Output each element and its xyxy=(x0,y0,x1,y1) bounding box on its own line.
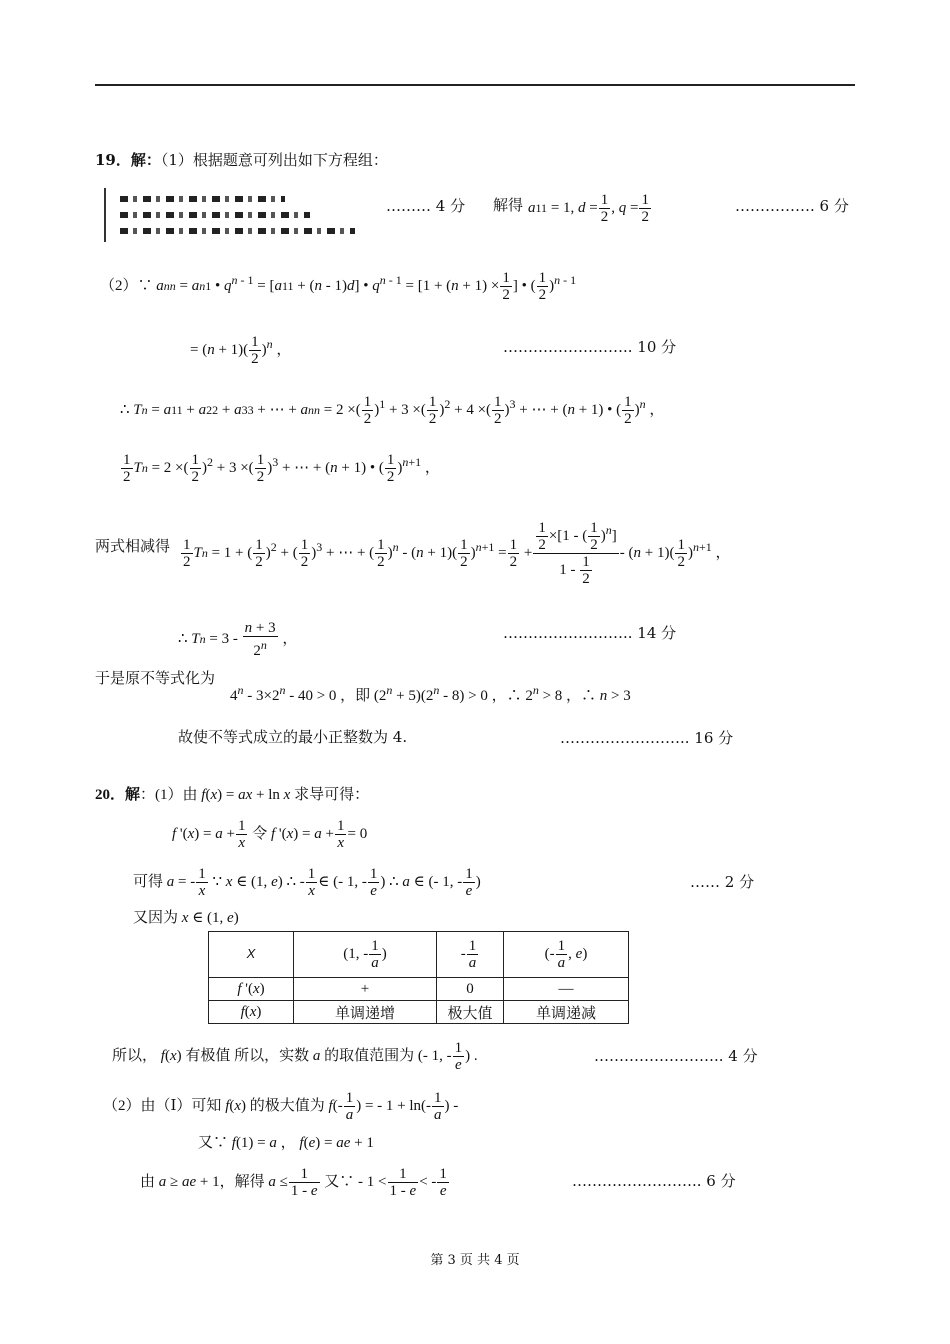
table-cell: (- $\frac{1}{a}$ , e) xyxy=(504,932,629,978)
table-cell: 0 xyxy=(437,978,504,1001)
score-4-marker: ……… 4 分 xyxy=(386,197,466,215)
inequality-formula: $4^n - 3\times 2^n - 40 > 0$ ，即 $(2^n + 5)(2^n - 8) > 0$ ，∴ $2^n > 8$ ，∴ n > 3 xyxy=(230,683,631,704)
subtract-label: 两式相减得 xyxy=(95,537,171,555)
table-cell: 单调递增 xyxy=(294,1001,437,1024)
also-line: 又因为 x ∈ (1, e) xyxy=(133,910,239,926)
deduce-line: 可得 a = - $\frac{1}{x}$ ∵ x ∈ (1, e) ∴ - $\frac{1}{x}$ ∈ (- 1, - $\frac{1}{e}$ ) ∴ a ∈ (- 1, - $\frac{1}{e}$ ) xyxy=(133,866,481,899)
subtract-formula: $\frac{1}{2}$ Tn = 1 + ( $\frac{1}{2}$ )$^2$ + ( $\frac{1}{2}$ )$^3$ + ⋯ + ( $\frac{1}{2}$ )$^n$ - (n + 1)( $\frac{1}{2}$ )$^{n+1}$ = $\frac{1}{2}$ + $\frac{1}{2}$ ×[1 - ( $\frac{1}{2}$ )$^n$] 1 - $\frac{1}{2}$ - (n + 1)( $\frac{1}{2}$ )$^{n+1}$ ， xyxy=(183,520,731,587)
problem-20-label: 20．解 xyxy=(95,787,141,803)
solved-label: 解得 xyxy=(493,196,524,214)
equation-row xyxy=(120,212,310,218)
tn-result: ∴ Tn = 3 - $\frac{n + 3}{2^n}$ ， xyxy=(178,620,298,659)
part-2-20: （2）由（Ⅰ）可知 f(x) 的极大值为 f(- $\frac{1}{a}$ ) = - 1 + ln(- $\frac{1}{a}$ ) - xyxy=(103,1090,459,1123)
header-rule xyxy=(95,84,855,86)
score-6-marker: ……………. 6 分 xyxy=(735,197,849,215)
table-cell: — xyxy=(504,978,629,1001)
score-10-marker: …………………….. 10 分 xyxy=(503,338,677,356)
solved-values: a11 = 1, d = $\frac{1}{2}$ , q = $\frac{1}{2}$ xyxy=(528,192,649,225)
also2-line: 又∵ f(1) = a ， f(e) = ae + 1 xyxy=(198,1135,374,1151)
conclusion-19: 故使不等式成立的最小正整数为 4. xyxy=(178,728,408,746)
table-cell: (1, - $\frac{1}{a}$ ) xyxy=(294,932,437,978)
half-tn-line: $\frac{1}{2}$ Tn = 2 ×( $\frac{1}{2}$ )$^2$ + 3 ×( $\frac{1}{2}$ )$^3$ + ⋯ + (n + 1) • ( $\frac{1}{2}$ )$^{n+1}$ ， xyxy=(123,452,440,486)
part-2-formula: （2）∵ ann = an1 • $q^{n - 1} = [a11 + (n - 1)d]$ • $q^{n - 1} = [1 + (n + 1)$ × $\frac{1}{2}$ ] • ( $\frac{1}{2}$ )$^{n - 1}$ xyxy=(100,270,577,304)
table-cell: f(x) xyxy=(209,1001,294,1024)
problem-20-heading: 20．解：(1）由 f(x) = ax + ln x 求导可得： xyxy=(95,787,370,803)
table-cell: - $\frac{1}{a}$ xyxy=(437,932,504,978)
part-2-simplified: = (n + 1)( $\frac{1}{2}$ )$^n$ ， xyxy=(190,334,292,368)
table-row xyxy=(209,978,629,1001)
equation-row xyxy=(120,196,285,202)
problem-19-intro: （1）根据题意可列出如下方程组： xyxy=(160,151,388,169)
equation-system-image xyxy=(104,188,356,242)
score-2-marker: …… 2 分 xyxy=(690,873,755,891)
page-footer: 第 3 页 共 4 页 xyxy=(430,1253,520,1268)
equation-row xyxy=(120,228,355,234)
problem-19-label: 19．解： xyxy=(95,151,161,169)
table-row xyxy=(209,1001,629,1024)
table-cell: f '(x) xyxy=(209,978,294,1001)
table-cell: X xyxy=(209,932,294,978)
monotonicity-table xyxy=(208,931,629,1024)
table-cell: + xyxy=(294,978,437,1001)
inequality-label: 于是原不等式化为 xyxy=(95,669,216,687)
score-4b-marker: …………………….. 4 分 xyxy=(594,1047,758,1065)
problem-19-heading xyxy=(95,150,388,170)
so-line: 所以， f(x) 有极值 所以，实数 a 的取值范围为 (- 1, - $\frac{1}{e}$ ) . xyxy=(112,1040,478,1073)
table-cell: 极大值 xyxy=(437,1001,504,1024)
score-16-marker: …………………….. 16 分 xyxy=(560,729,734,747)
score-6b-marker: …………………….. 6 分 xyxy=(572,1172,736,1190)
by-line: 由 a ≥ ae + 1，解得 a ≤ $\frac{1}{1 - e}$ 又∵ - 1 < $\frac{1}{1 - e}$ < - $\frac{1}{e}$ xyxy=(140,1166,447,1199)
derivative-line: f '(x) = a + $\frac{1}{x}$ 令 f '(x) = a + $\frac{1}{x}$ = 0 xyxy=(172,818,368,851)
table-cell: 单调递减 xyxy=(504,1001,629,1024)
sum-tn-line: ∴ Tn = a11 + a22 + a33 + ⋯ + ann = 2 ×( $\frac{1}{2}$ )$^1$ + 3 ×( $\frac{1}{2}$ )$^2$ + 4 ×( $\frac{1}{2}$ )$^3$ + ⋯ + (n + 1) • ( $\frac{1}{2}$ )$^n$ ， xyxy=(120,394,665,428)
score-14-marker: …………………….. 14 分 xyxy=(503,624,677,642)
table-row xyxy=(209,932,629,978)
